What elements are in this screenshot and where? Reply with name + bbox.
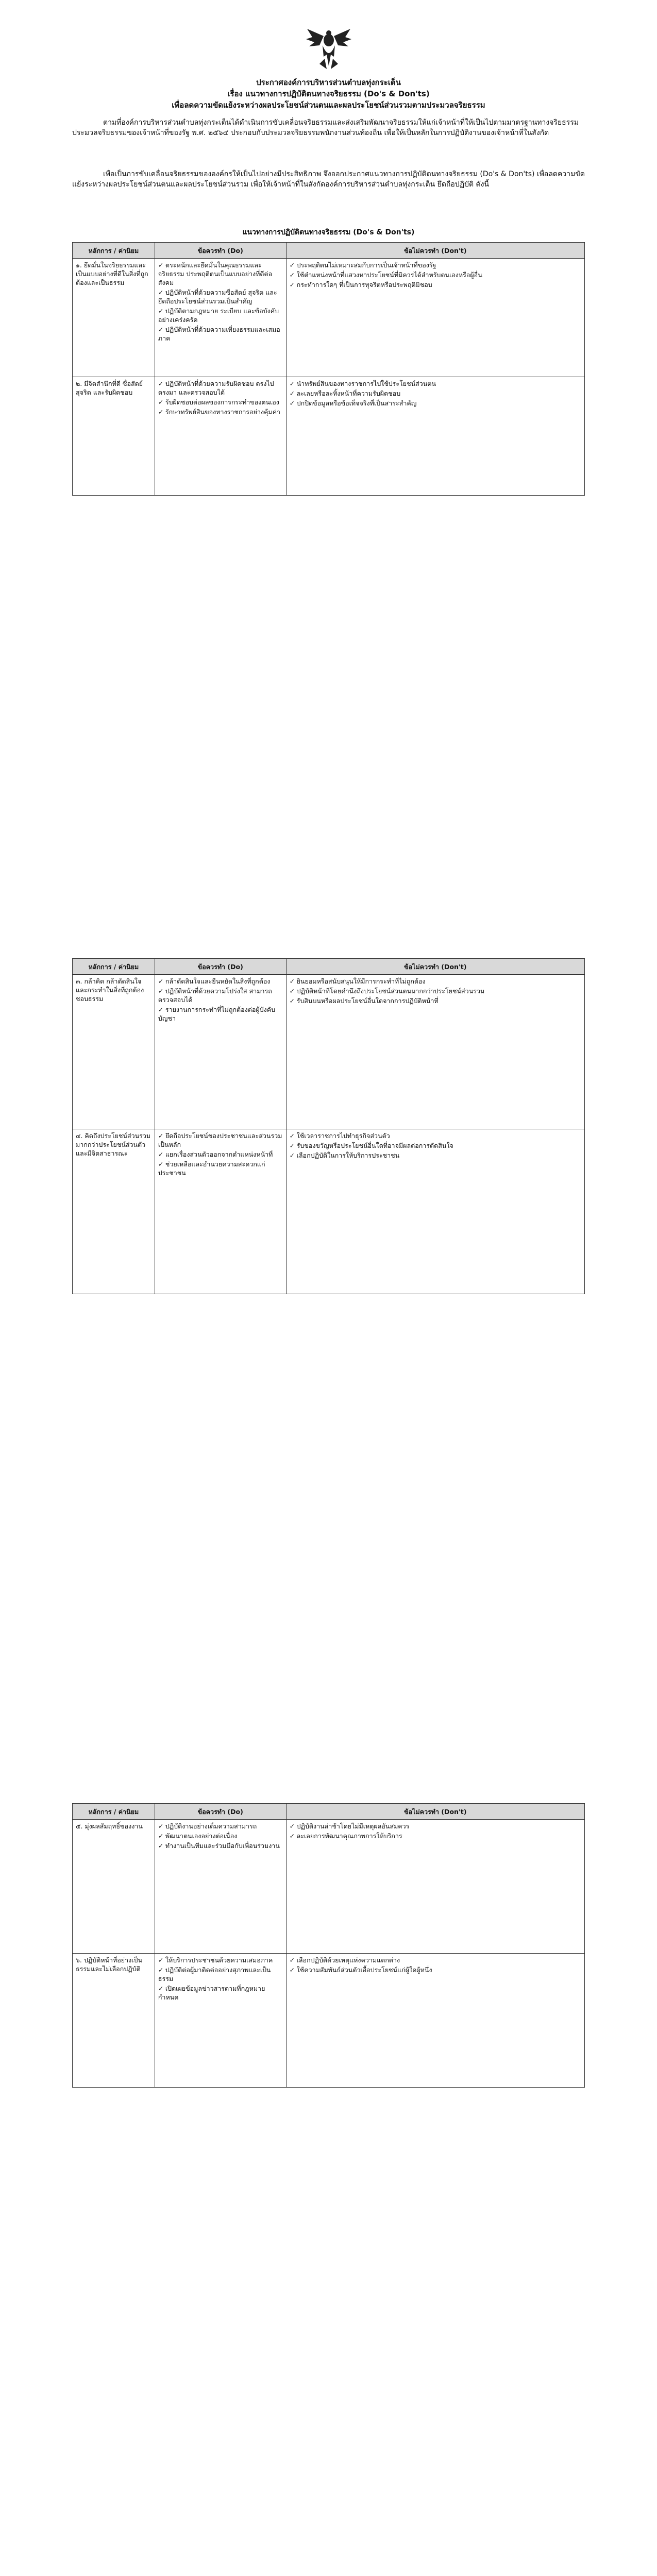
dont-cell [286, 1954, 584, 2088]
dont-item: ✓ ปฏิบัติหน้าที่โดยคำนึงถึงประโยชน์ส่วนตนมากกว่าประโยชน์ส่วนรวม [289, 987, 485, 995]
document-page-1 [0, 0, 657, 850]
check-mark-icon: ✓ [158, 1160, 164, 1168]
column-header-dont: ข้อไม่ควรทำ (Don't) [286, 1804, 584, 1820]
do-cell [155, 1820, 286, 1954]
do-item: ✓ ปฏิบัติตามกฎหมาย ระเบียบ และข้อบังคับอย่างเคร่งครัด [158, 307, 279, 324]
check-mark-icon: ✓ [158, 1956, 164, 1964]
table-caption: แนวทางการปฏิบัติตนทางจริยธรรม (Do's & Don'ts) [242, 228, 415, 236]
do-item: ✓ ปฏิบัติหน้าที่ด้วยความรับผิดชอบ ตรงไปตรงมา และตรวจสอบได้ [158, 380, 274, 396]
table-row [73, 377, 585, 496]
check-mark-icon: ✓ [289, 1132, 295, 1140]
check-mark-icon: ✓ [289, 1151, 295, 1159]
column-header-do: ข้อควรทำ (Do) [155, 959, 286, 975]
principle-cell: ๕. มุ่งผลสัมฤทธิ์ของงาน [73, 1820, 155, 1954]
announcement-org: ประกาศองค์การบริหารส่วนตำบลทุ่งกระเต็น [256, 78, 401, 87]
check-mark-icon: ✓ [289, 1966, 295, 1974]
do-item: ✓ ช่วยเหลือและอำนวยความสะดวกแก่ประชาชน [158, 1160, 265, 1177]
check-mark-icon: ✓ [158, 1150, 164, 1158]
dont-item: ✓ รับสินบนหรือผลประโยชน์อื่นใดจากการปฏิบัติหน้าที่ [289, 997, 439, 1005]
check-mark-icon: ✓ [158, 261, 164, 269]
dont-item: ✓ รับของขวัญหรือประโยชน์อื่นใดที่อาจมีผลต่อการตัดสินใจ [289, 1142, 453, 1149]
check-mark-icon: ✓ [289, 271, 295, 279]
dont-item: ✓ ใช้ตำแหน่งหน้าที่แสวงหาประโยชน์ที่มิควรได้สำหรับตนเองหรือผู้อื่น [289, 271, 482, 279]
do-item: ✓ รักษาทรัพย์สินของทางราชการอย่างคุ้มค่า [158, 408, 281, 416]
check-mark-icon: ✓ [158, 987, 164, 995]
check-mark-icon: ✓ [289, 399, 295, 407]
do-cell [155, 1129, 286, 1294]
column-header-principle: หลักการ / ค่านิยม [73, 243, 155, 259]
document-page-2 [0, 850, 657, 1700]
check-mark-icon: ✓ [158, 977, 164, 985]
announcement-subject: เรื่อง แนวทางการปฏิบัติตนทางจริยธรรม (Do's & Don'ts) [227, 89, 430, 98]
check-mark-icon: ✓ [158, 1006, 164, 1013]
document-page-4 [0, 2550, 657, 2576]
table-row [73, 1820, 585, 1954]
do-item: ✓ ยึดถือประโยชน์ของประชาชนและส่วนรวมเป็นหลัก [158, 1132, 282, 1148]
principle-cell: ๒. มีจิตสำนึกที่ดี ซื่อสัตย์ สุจริต และรับผิดชอบ [73, 377, 155, 496]
do-item: ✓ เปิดเผยข้อมูลข่าวสารตามที่กฎหมายกำหนด [158, 1985, 265, 2001]
principle-cell: ๑. ยึดมั่นในจริยธรรมและเป็นแบบอย่างที่ดีในสิ่งที่ถูกต้องและเป็นธรรม [73, 259, 155, 377]
check-mark-icon: ✓ [289, 1822, 295, 1830]
dont-item: ✓ ใช้เวลาราชการไปทำธุรกิจส่วนตัว [289, 1132, 390, 1140]
dont-item: ✓ เลือกปฏิบัติด้วยเหตุแห่งความแตกต่าง [289, 1956, 400, 1964]
principle-cell: ๔. คิดถึงประโยชน์ส่วนรวมมากกว่าประโยชน์ส่วนตัว และมีจิตสาธารณะ [73, 1129, 155, 1294]
do-cell [155, 377, 286, 496]
check-mark-icon: ✓ [289, 389, 295, 397]
column-header-do: ข้อควรทำ (Do) [155, 243, 286, 259]
dont-cell [286, 259, 584, 377]
dont-item: ✓ ประพฤติตนไม่เหมาะสมกับการเป็นเจ้าหน้าที่ของรัฐ [289, 261, 436, 269]
do-item: ✓ รับผิดชอบต่อผลของการกระทำของตนเอง [158, 398, 279, 406]
dont-item: ✓ นำทรัพย์สินของทางราชการไปใช้ประโยชน์ส่วนตน [289, 380, 436, 387]
do-item: ✓ ปฏิบัติงานอย่างเต็มความสามารถ [158, 1822, 257, 1830]
dont-item: ✓ ละเลยการพัฒนาคุณภาพการให้บริการ [289, 1832, 402, 1840]
check-mark-icon: ✓ [158, 1832, 164, 1840]
check-mark-icon: ✓ [289, 997, 295, 1005]
check-mark-icon: ✓ [158, 408, 164, 416]
check-mark-icon: ✓ [158, 326, 164, 333]
column-header-principle: หลักการ / ค่านิยม [73, 1804, 155, 1820]
do-item: ✓ ปฏิบัติหน้าที่ด้วยความซื่อสัตย์ สุจริต และยึดถือประโยชน์ส่วนรวมเป็นสำคัญ [158, 289, 277, 305]
column-header-do: ข้อควรทำ (Do) [155, 1804, 286, 1820]
intro-paragraph-2: เพื่อเป็นการขับเคลื่อนจริยธรรมขององค์กรให้เป็นไปอย่างมีประสิทธิภาพ จึงออกประกาศแนวทางการปฏิบัติตนทางจริยธรรม (Do's & Don'ts) เพื่อลดความขัดแย้งระหว่างผลประโยชน์ส่วนตนและผลประโยชน์ส่วนรวม เพื่อให้เจ้าหน้าที่ในสังกัดองค์การบริหารส่วนตำบลทุ่งกระเต็น ยึดถือปฏิบัติ ดังนี้ [72, 170, 585, 189]
check-mark-icon: ✓ [158, 289, 164, 296]
check-mark-icon: ✓ [289, 987, 295, 995]
intro-paragraph-1: ตามที่องค์การบริหารส่วนตำบลทุ่งกระเต็นได้ดำเนินการขับเคลื่อนจริยธรรมและส่งเสริมพัฒนาจริยธรรมให้แก่เจ้าหน้าที่ให้เป็นไปตามมาตรฐานทางจริยธรรมประมวลจริยธรรมของเจ้าหน้าที่ของรัฐ พ.ศ. ๒๕๖๔ ประกอบกับประมวลจริยธรรมพนักงานส่วนท้องถิ่น เพื่อให้เป็นหลักในการปฏิบัติงานของเจ้าหน้าที่ในสังกัด [72, 118, 579, 137]
check-mark-icon: ✓ [289, 380, 295, 387]
dont-cell [286, 975, 584, 1129]
column-header-principle: หลักการ / ค่านิยม [73, 959, 155, 975]
do-item: ✓ พัฒนาตนเองอย่างต่อเนื่อง [158, 1832, 238, 1840]
do-item: ✓ ปฏิบัติหน้าที่ด้วยความโปร่งใส สามารถตรวจสอบได้ [158, 987, 272, 1004]
dont-item: ✓ ปกปิดข้อมูลหรือข้อเท็จจริงที่เป็นสาระสำคัญ [289, 399, 417, 407]
do-item: ✓ กล้าตัดสินใจและยืนหยัดในสิ่งที่ถูกต้อง [158, 977, 271, 985]
document-page-3 [0, 1700, 657, 2550]
dont-item: ✓ ปฏิบัติงานล่าช้าโดยไม่มีเหตุผลอันสมควร [289, 1822, 410, 1830]
check-mark-icon: ✓ [158, 1985, 164, 1992]
check-mark-icon: ✓ [158, 1132, 164, 1140]
check-mark-icon: ✓ [289, 261, 295, 269]
column-header-dont: ข้อไม่ควรทำ (Don't) [286, 243, 584, 259]
check-mark-icon: ✓ [289, 977, 295, 985]
check-mark-icon: ✓ [158, 380, 164, 387]
dont-cell [286, 1820, 584, 1954]
dont-item: ✓ ใช้ความสัมพันธ์ส่วนตัวเอื้อประโยชน์แก่ผู้ใดผู้หนึ่ง [289, 1966, 432, 1974]
check-mark-icon: ✓ [289, 1956, 295, 1964]
do-item: ✓ รายงานการกระทำที่ไม่ถูกต้องต่อผู้บังคับบัญชา [158, 1006, 276, 1022]
do-item: ✓ ให้บริการประชาชนด้วยความเสมอภาค [158, 1956, 273, 1964]
table-row [73, 1954, 585, 2088]
dont-item: ✓ ละเลยหรือละทิ้งหน้าที่ความรับผิดชอบ [289, 389, 401, 397]
check-mark-icon: ✓ [158, 398, 164, 406]
principle-cell: ๓. กล้าคิด กล้าตัดสินใจ และกระทำในสิ่งที่ถูกต้องชอบธรรม [73, 975, 155, 1129]
check-mark-icon: ✓ [289, 1832, 295, 1840]
table-header-row [73, 1804, 585, 1820]
do-item: ✓ ปฏิบัติต่อผู้มาติดต่ออย่างสุภาพและเป็นธรรม [158, 1966, 271, 1982]
table-header-row [73, 959, 585, 975]
do-item: ✓ ทำงานเป็นทีมและร่วมมือกับเพื่อนร่วมงาน [158, 1842, 280, 1850]
dont-item: ✓ กระทำการใดๆ ที่เป็นการทุจริตหรือประพฤติมิชอบ [289, 281, 432, 289]
do-cell [155, 975, 286, 1129]
dos-donts-table-part-2 [72, 958, 585, 1294]
table-row [73, 975, 585, 1129]
do-item: ✓ ตระหนักและยึดมั่นในคุณธรรมและจริยธรรม ประพฤติตนเป็นแบบอย่างที่ดีต่อสังคม [158, 261, 273, 286]
dos-donts-table-part-1 [72, 242, 585, 496]
do-cell [155, 259, 286, 377]
check-mark-icon: ✓ [158, 1966, 164, 1974]
table-row [73, 1129, 585, 1294]
table-row [73, 259, 585, 377]
dont-cell [286, 377, 584, 496]
check-mark-icon: ✓ [158, 1822, 164, 1830]
table-header-row [73, 243, 585, 259]
check-mark-icon: ✓ [158, 1842, 164, 1850]
column-header-dont: ข้อไม่ควรทำ (Don't) [286, 959, 584, 975]
check-mark-icon: ✓ [158, 307, 164, 315]
dont-item: ✓ ยินยอมหรือสนับสนุนให้มีการกระทำที่ไม่ถูกต้อง [289, 977, 426, 985]
do-item: ✓ ปฏิบัติหน้าที่ด้วยความเที่ยงธรรมและเสมอภาค [158, 326, 280, 342]
announcement-purpose: เพื่อลดความขัดแย้งระหว่างผลประโยชน์ส่วนตนและผลประโยชน์ส่วนรวมตามประมวลจริยธรรม [172, 100, 485, 110]
dont-item: ✓ เลือกปฏิบัติในการให้บริการประชาชน [289, 1151, 400, 1159]
dont-cell [286, 1129, 584, 1294]
principle-cell: ๖. ปฏิบัติหน้าที่อย่างเป็นธรรมและไม่เลือกปฏิบัติ [73, 1954, 155, 2088]
do-item: ✓ แยกเรื่องส่วนตัวออกจากตำแหน่งหน้าที่ [158, 1150, 273, 1158]
check-mark-icon: ✓ [289, 281, 295, 289]
do-cell [155, 1954, 286, 2088]
dos-donts-table-part-3 [72, 1803, 585, 2088]
check-mark-icon: ✓ [289, 1142, 295, 1149]
garuda-emblem-icon [304, 25, 353, 71]
